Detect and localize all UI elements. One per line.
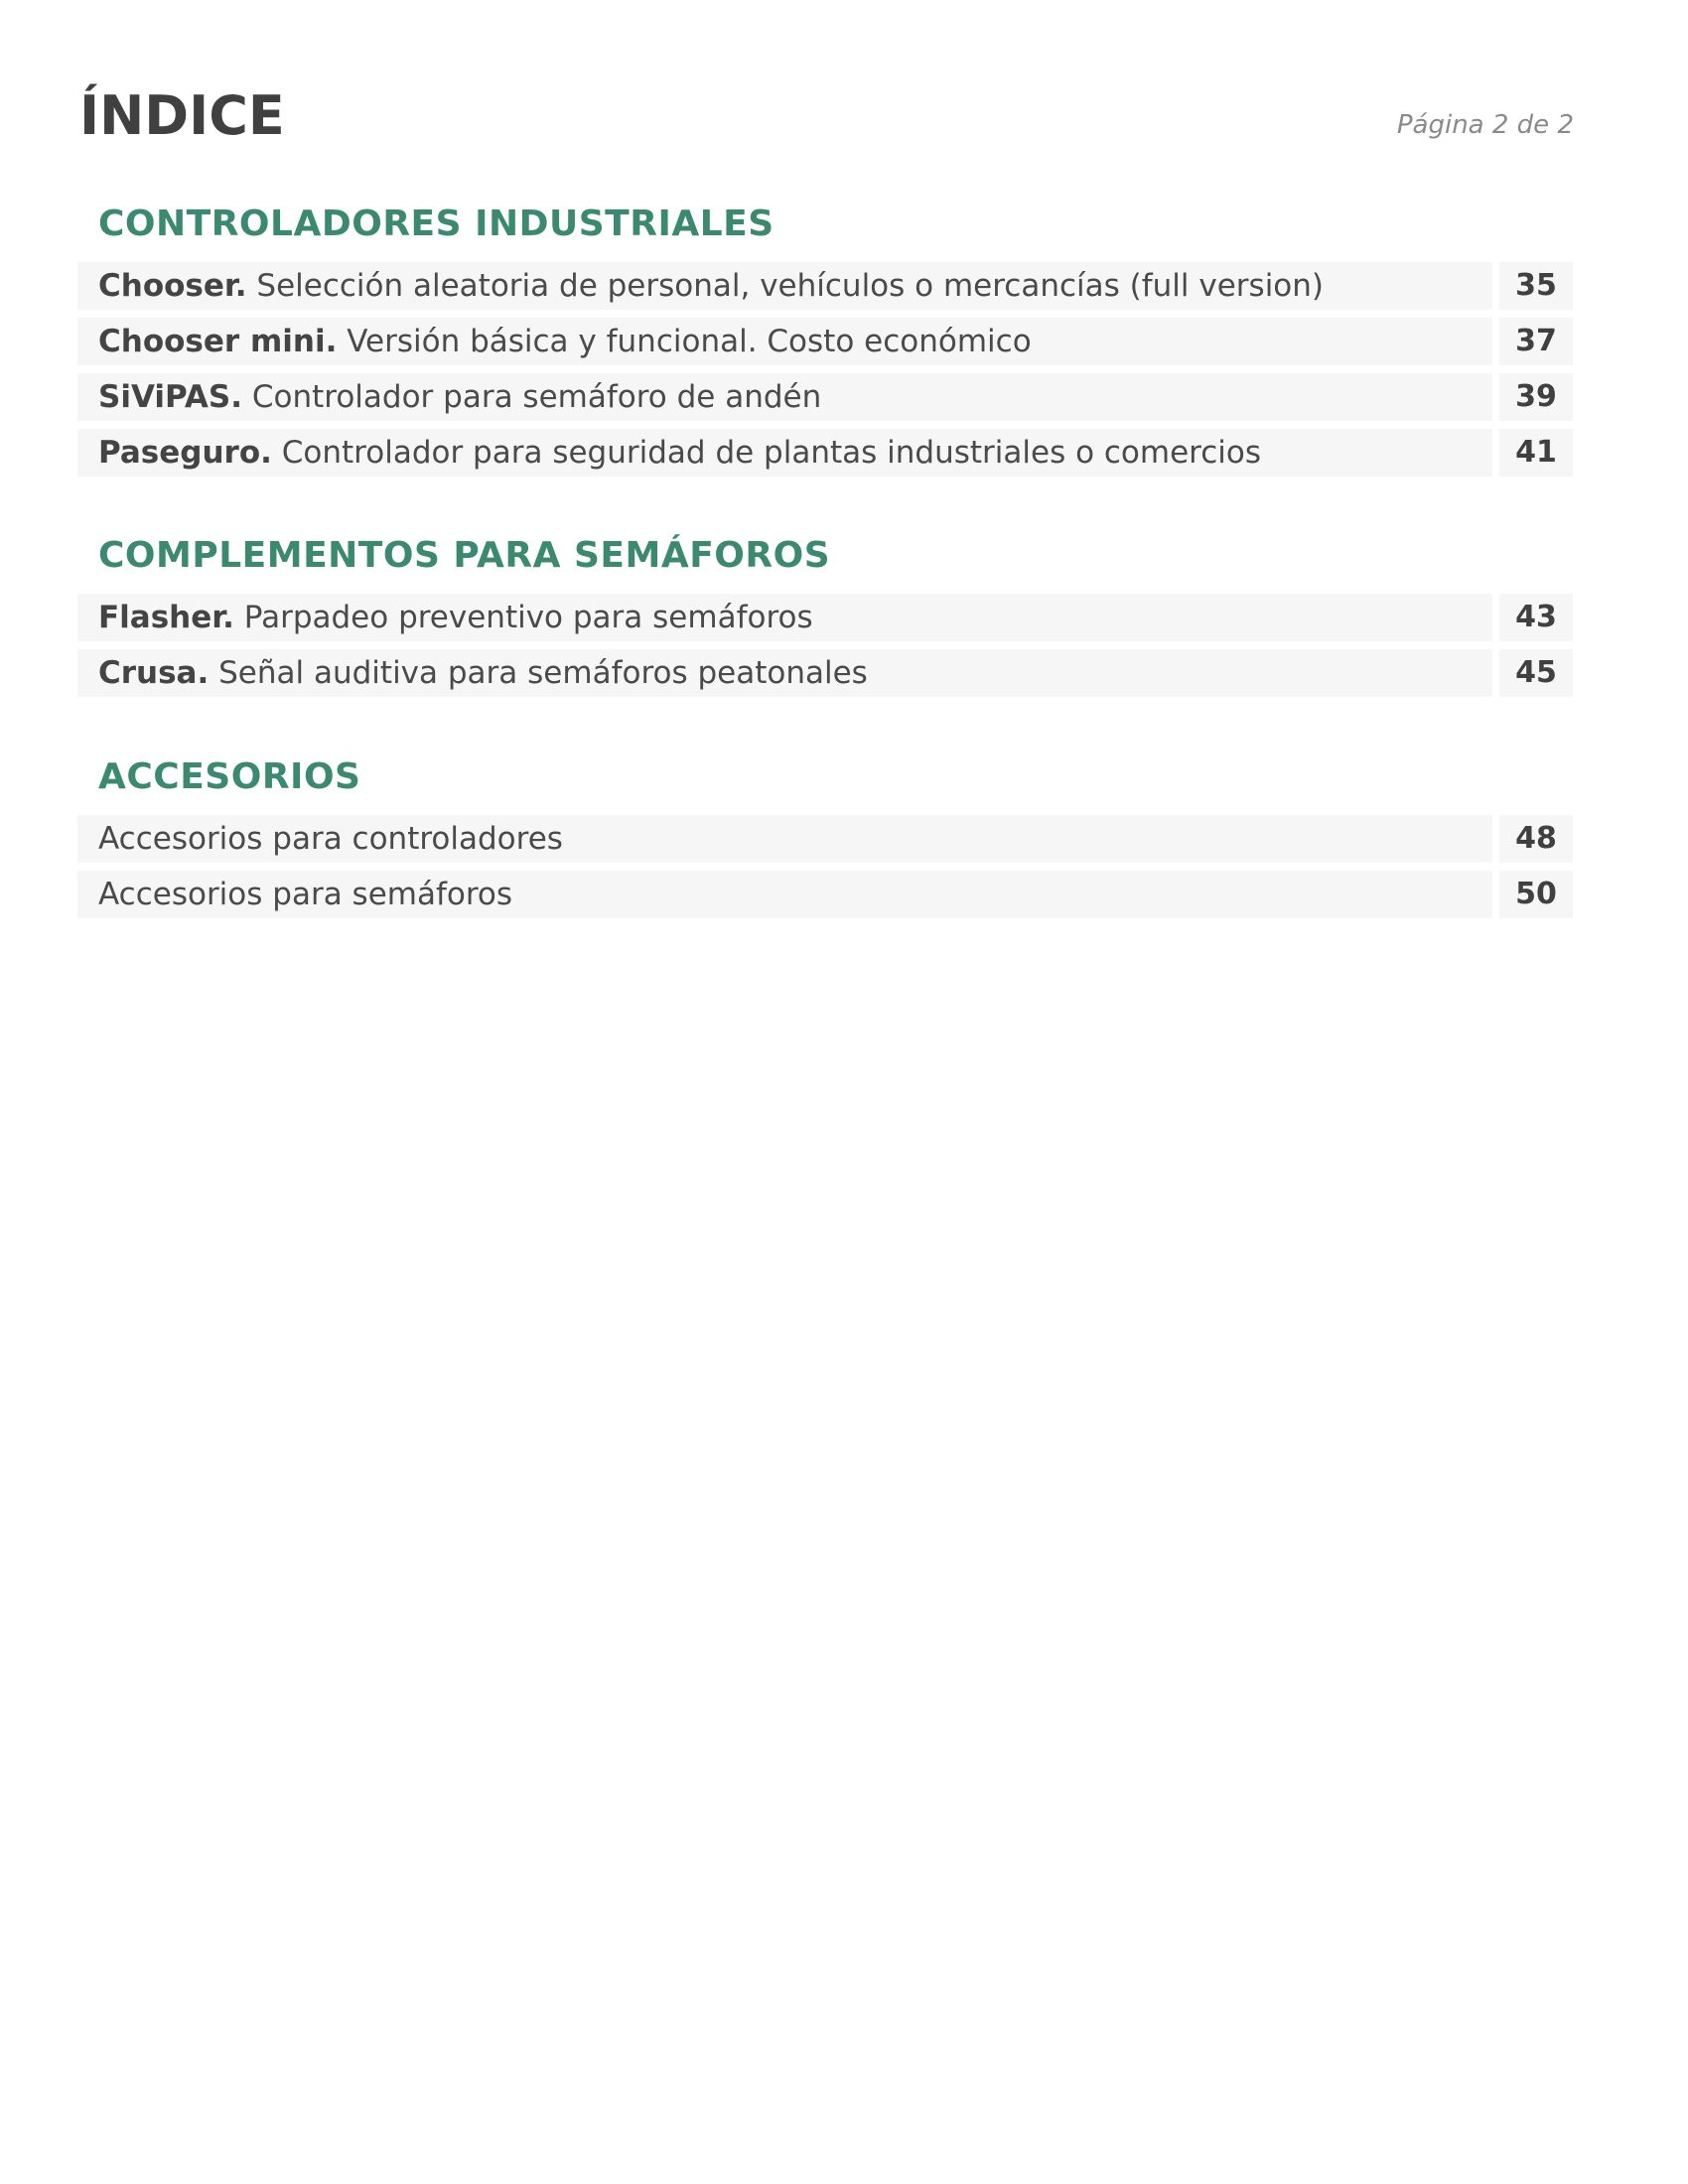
section-heading: ACCESORIOS	[98, 756, 361, 797]
entry-text: Señal auditiva para semáforos peatonales	[209, 655, 868, 691]
toc-entry[interactable]	[77, 262, 1573, 310]
entry-page-number[interactable]: 39	[1499, 373, 1573, 421]
section-heading: CONTROLADORES INDUSTRIALES	[98, 204, 774, 244]
toc-entry[interactable]	[77, 649, 1573, 697]
entry-page-number[interactable]: 43	[1499, 594, 1573, 641]
toc-entry[interactable]	[77, 815, 1573, 863]
toc-entry[interactable]	[77, 871, 1573, 918]
entry-page-number[interactable]: 37	[1499, 318, 1573, 365]
entry-page-number[interactable]: 50	[1499, 871, 1573, 918]
entry-text: Accesorios para semáforos	[98, 877, 513, 912]
entry-description[interactable]	[77, 871, 1492, 918]
entry-description[interactable]	[77, 429, 1492, 477]
entry-description[interactable]	[77, 318, 1492, 365]
entry-page-number[interactable]: 41	[1499, 429, 1573, 477]
toc-entry[interactable]	[77, 318, 1573, 365]
toc-entry[interactable]	[77, 373, 1573, 421]
section-accesorios	[77, 757, 1573, 926]
entry-text: Controlador para semáforo de andén	[242, 379, 822, 415]
toc-entry[interactable]	[77, 594, 1573, 641]
entry-name: Flasher.	[98, 600, 234, 635]
toc-entry[interactable]	[77, 429, 1573, 477]
entry-name: Chooser mini.	[98, 324, 338, 359]
entry-page-number[interactable]: 35	[1499, 262, 1573, 310]
entry-text: Parpadeo preventivo para semáforos	[233, 600, 813, 635]
entry-name: Paseguro.	[98, 435, 272, 471]
section-complementos-semaforos	[77, 536, 1573, 705]
entry-description[interactable]	[77, 594, 1492, 641]
entry-text: Controlador para seguridad de plantas industriales o comercios	[271, 435, 1262, 471]
entry-description[interactable]	[77, 373, 1492, 421]
entry-description[interactable]	[77, 815, 1492, 863]
entry-name: SiViPAS.	[98, 379, 242, 415]
section-controladores-industriales	[77, 205, 1573, 484]
entry-text: Versión básica y funcional. Costo económico	[337, 324, 1032, 359]
entry-text: Selección aleatoria de personal, vehículos o mercancías (full version)	[246, 268, 1325, 304]
entry-text: Accesorios para controladores	[98, 821, 563, 857]
entry-description[interactable]	[77, 262, 1492, 310]
entry-page-number[interactable]: 45	[1499, 649, 1573, 697]
entry-description[interactable]	[77, 649, 1492, 697]
section-heading: COMPLEMENTOS PARA SEMÁFOROS	[98, 535, 831, 576]
entry-name: Chooser.	[98, 268, 247, 304]
page-number-label: Página 2 de 2	[1396, 110, 1574, 140]
entry-name: Crusa.	[98, 655, 210, 691]
page-title: ÍNDICE	[79, 84, 285, 147]
entry-page-number[interactable]: 48	[1499, 815, 1573, 863]
